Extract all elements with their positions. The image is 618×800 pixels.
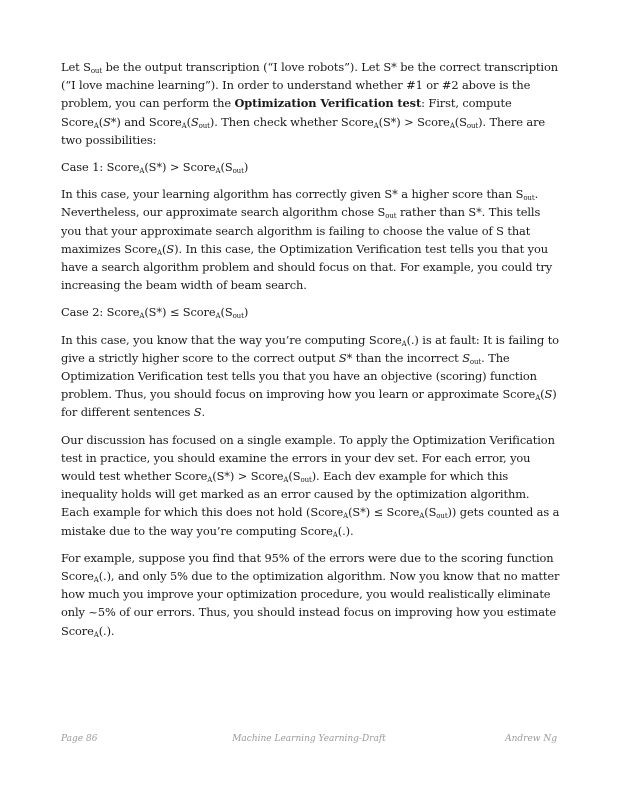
subscript: A: [157, 248, 163, 257]
paragraph-case-1: [61, 185, 561, 294]
text: than the incorrect: [352, 350, 463, 365]
document-body: [61, 58, 561, 649]
italic-text: S*: [338, 350, 353, 365]
text: ) and Score: [116, 114, 182, 129]
subscript: out: [523, 194, 535, 203]
text: (S: [424, 505, 437, 520]
text: (S: [220, 160, 233, 175]
text: (.).: [337, 523, 354, 538]
subscript: out: [198, 121, 210, 130]
subscript: A: [419, 512, 425, 521]
italic-text: S: [544, 387, 553, 402]
text: (S: [220, 305, 233, 320]
subscript: A: [139, 167, 145, 176]
subscript: A: [93, 630, 99, 639]
text: Our discussion has focused on a single example. To apply the Optimization Verification test in practice, you should examine the errors in your dev set. For each error, you would test whether Score: [61, 432, 555, 484]
text: (S: [454, 114, 467, 129]
subscript: A: [283, 476, 289, 485]
text: ) for different sentences: [61, 387, 557, 420]
text: : First, compute Score: [61, 96, 512, 129]
subscript: out: [90, 67, 103, 75]
text: (.) is at fault: It is failing to give a strictly higher score to the correct output: [61, 332, 559, 365]
subscript: A: [181, 121, 187, 130]
text: Let S: [61, 60, 91, 74]
subscript: A: [343, 512, 349, 521]
italic-text: S: [166, 241, 175, 256]
text: ). Each dev example for which this inequality holds will get marked as an error caused by the optimization algorithm. Each example for which this does not hold (Score: [61, 469, 530, 520]
text: (: [162, 241, 167, 256]
text: )) gets counted as a mistake due to the way you’re computing Score: [61, 505, 560, 538]
text: be the output transcription (“I love robots”). Let S* be the correct transcription (“I love machine learning”). In order to understand whether #1 or #2 above is the problem, you can perform the: [61, 60, 558, 111]
text: . The Optimization Verification test tells you that you have an objective (scoring) function problem. Thus, you should focus on improving how you learn or approximate Score: [61, 350, 537, 402]
italic-text: S: [193, 405, 202, 420]
subscript: out: [385, 212, 397, 221]
subscript: A: [535, 394, 541, 403]
subscript: out: [469, 357, 482, 366]
subscript: out: [300, 476, 312, 485]
text: (.).: [98, 623, 115, 638]
subscript: A: [215, 312, 221, 321]
text: (.), and only 5% due to the optimization algorithm. Now you know that no matter how much you improve your optimization procedure, you would realistically eliminate only ~5% of our errors. Thus, you should instead focus on improving how you estimate Score: [61, 569, 560, 638]
subscript: A: [93, 121, 99, 130]
text: ). In this case, the Optimization Verification test tells you that you have a search algorithm problem and should focus on that. For example, you could try increasing the beam width of beam search.: [61, 241, 553, 293]
page-footer: [61, 734, 557, 748]
text: (S*) > Score: [378, 114, 450, 129]
text: (S*) > Score: [212, 469, 284, 484]
text: (: [98, 114, 104, 129]
case-1-heading: [61, 158, 561, 176]
subscript: A: [332, 530, 338, 539]
text: In this case, your learning algorithm has correctly given S* a higher score than S: [61, 187, 524, 202]
paragraph-intro: [61, 58, 561, 149]
italic-text: S: [190, 114, 199, 129]
text: (: [186, 114, 191, 129]
text: rather than S*. This tells you that your approximate search algorithm is failing to choose the value of S that maximizes Score: [61, 205, 541, 256]
text: In this case, you know that the way you’re computing Score: [61, 332, 402, 347]
book-title: Machine Learning Yearning-Draft: [232, 734, 386, 744]
paragraph-example: [61, 549, 561, 640]
text: ). Then check whether Score: [209, 114, 374, 129]
bold-term: Optimization Verification test: [234, 96, 422, 111]
subscript: out: [232, 167, 244, 176]
paragraph-case-2: [61, 331, 561, 422]
subscript: out: [436, 512, 448, 521]
subscript: out: [466, 121, 479, 130]
subscript: out: [232, 312, 244, 321]
text: (: [540, 387, 545, 402]
text: ): [243, 160, 249, 175]
subscript: A: [401, 339, 407, 348]
text: ): [243, 305, 249, 320]
italic-text: S: [462, 350, 470, 365]
page-number: Page 86: [61, 734, 98, 744]
subscript: A: [449, 121, 455, 130]
text: (S: [288, 469, 301, 484]
text: (S*) ≤ Score: [348, 505, 420, 520]
text: ). There are two possibilities:: [61, 114, 546, 147]
author-name: Andrew Ng: [505, 734, 557, 744]
subscript: A: [207, 476, 213, 485]
subscript: A: [373, 121, 379, 130]
subscript: A: [139, 312, 145, 321]
italic-text: S*: [103, 114, 117, 129]
paragraph-dev-set: [61, 431, 561, 540]
text: Case 1: Score: [61, 160, 140, 175]
case-2-heading: [61, 303, 561, 321]
text: (S*) > Score: [144, 160, 216, 175]
text: (S*) ≤ Score: [144, 305, 216, 320]
text: Case 2: Score: [61, 305, 140, 320]
text: .: [201, 405, 205, 420]
text: For example, suppose you find that 95% of the errors were due to the scoring function Score: [61, 550, 554, 584]
text: . Nevertheless, our approximate search algorithm chose S: [61, 187, 539, 220]
subscript: A: [215, 167, 221, 176]
subscript: A: [93, 576, 99, 585]
